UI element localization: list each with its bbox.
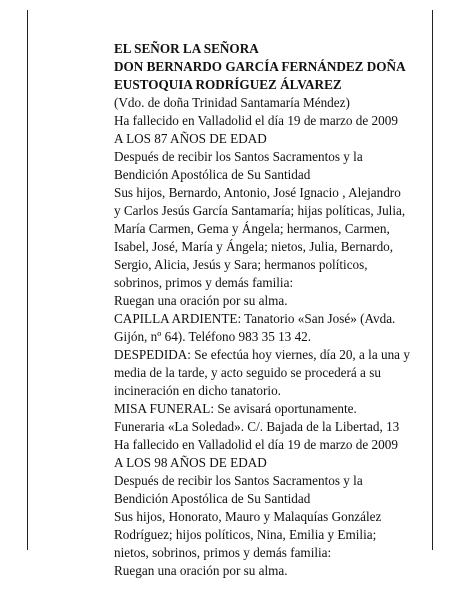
body-line: Sergio, Alicia, Jesús y Sara; hermanos políticos, (114, 257, 368, 272)
body-line: María Carmen, Gema y Ángela; hermanos, Carmen, (114, 221, 390, 236)
body-line: Ha fallecido en Valladolid el día 19 de marzo de 2009 (114, 437, 398, 452)
body-line: A LOS 87 AÑOS DE EDAD (114, 131, 267, 146)
right-border-rule (432, 10, 433, 550)
body-line: Después de recibir los Santos Sacramentos y la (114, 473, 363, 488)
body-line: Después de recibir los Santos Sacramentos y la (114, 149, 363, 164)
body-line: nietos, sobrinos, primos y demás familia: (114, 545, 332, 560)
body-line: Sus hijos, Honorato, Mauro y Malaquías González (114, 509, 382, 524)
header-line: DON BERNARDO GARCÍA FERNÁNDEZ DOÑA (114, 59, 406, 74)
body-line: A LOS 98 AÑOS DE EDAD (114, 455, 267, 470)
body-line: CAPILLA ARDIENTE: Tanatorio «San José» (Avda. (114, 311, 396, 326)
body-line: Ruegan una oración por su alma. (114, 563, 288, 578)
body-line: incineración en dicho tanatorio. (114, 383, 281, 398)
header-line: EL SEÑOR LA SEÑORA (114, 41, 259, 56)
body-line: DESPEDIDA: Se efectúa hoy viernes, día 20, a la una y (114, 347, 410, 362)
body-line: Rodríguez; hijos políticos, Nina, Emilia y Emilia; (114, 527, 377, 542)
left-border-rule (27, 10, 28, 550)
body-line: Ruegan una oración por su alma. (114, 293, 288, 308)
body-line: Sus hijos, Bernardo, Antonio, José Ignacio , Alejandro (114, 185, 401, 200)
body-line: sobrinos, primos y demás familia: (114, 275, 294, 290)
body-line: Funeraria «La Soledad». C/. Bajada de la Libertad, 13 (114, 419, 400, 434)
body-line: Ha fallecido en Valladolid el día 19 de marzo de 2009 (114, 113, 398, 128)
body-line: (Vdo. de doña Trinidad Santamaría Méndez) (114, 95, 350, 110)
body-line: Bendición Apostólica de Su Santidad (114, 491, 311, 506)
body-line: y Carlos Jesús García Santamaría; hijas políticas, Julia, (114, 203, 406, 218)
header-line: EUSTOQUIA RODRÍGUEZ ÁLVAREZ (114, 77, 342, 92)
obituary-notice (114, 40, 430, 580)
body-line: MISA FUNERAL: Se avisará oportunamente. (114, 401, 357, 416)
body-line: Isabel, José, María y Ángela; nietos, Julia, Bernardo, (114, 239, 394, 254)
body-line: Bendición Apostólica de Su Santidad (114, 167, 311, 182)
body-line: media de la tarde, y acto seguido se procederá a su (114, 365, 381, 380)
body-line: Gijón, nº 64). Teléfono 983 35 13 42. (114, 329, 312, 344)
